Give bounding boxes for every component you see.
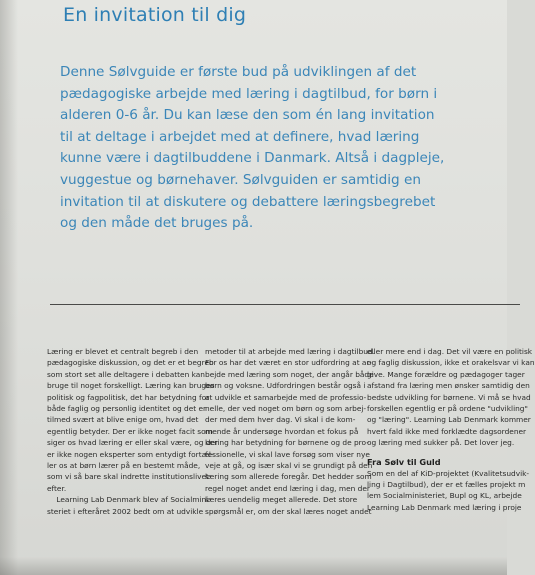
column-line: bejde med læring som noget, der angår både xyxy=(205,369,374,379)
column-line: fessionelle, vi skal lave forsøg som viser nye xyxy=(205,449,370,459)
column-line: eller mere end i dag. Det vil være en politisk xyxy=(367,347,533,356)
intro-paragraph xyxy=(60,62,500,235)
column-line: læres uendelig meget allerede. Det store xyxy=(205,495,358,505)
column-line: efter. xyxy=(47,483,67,493)
column-line: pædagogiske diskussion, og det er et begreb xyxy=(47,358,214,368)
column-line: siger os hvad læring er eller skal være, og der xyxy=(47,438,219,448)
column-line: og læring med sukker på. Det lover jeg. xyxy=(367,438,515,448)
column-line: Som en del af KiD-projektet (Kvalitetsudvik- xyxy=(367,468,530,478)
column-line: som stort set alle deltagere i debatten kan xyxy=(47,369,205,379)
column-line: mende år undersøge hvordan et fokus på xyxy=(205,426,359,436)
intro-line: invitation til at diskutere og debattere læringsbegrebet xyxy=(60,193,436,210)
column-line: tilmed svært at blive enige om, hvad det xyxy=(47,415,199,425)
intro-line: Denne Sølvguide er første bud på udviklingen af det xyxy=(60,64,417,80)
column-line: både faglig og personlig identitet og det er xyxy=(47,404,207,414)
column-line: læring som allerede foregår. Det hedder som xyxy=(205,472,372,482)
intro-line: vuggestue og børnehaver. Sølvguiden er samtidig en xyxy=(60,171,421,188)
section-heading: Fra Sølv til Guld xyxy=(367,456,441,467)
column-line: For os har det været en stor udfordring at ar- xyxy=(205,358,372,368)
column-line: regel noget andet end læring i dag, men der xyxy=(205,483,370,493)
column-line: børn og voksne. Udfordringen består også i xyxy=(205,381,366,391)
page-title: En invitation til dig xyxy=(63,4,247,26)
intro-line: og den måde det bruges på. xyxy=(60,215,254,232)
intro-line: kunne være i dagtilbuddene i Danmark. Altså i dagpleje, xyxy=(60,150,445,167)
column-line: hvert fald ikke med forklædte dagsordener xyxy=(367,426,527,436)
column-line: give. Mange forældre og pædagoger tager xyxy=(367,369,525,379)
column-line: at udvikle et samarbejde med de professio- xyxy=(205,392,367,402)
column-line: spørgsmål er, om der skal læres noget andet xyxy=(205,506,372,516)
column-line: metoder til at arbejde med læring i dagtilbud. xyxy=(205,347,376,356)
column-line: Læring er blevet et centralt begreb i den xyxy=(47,347,199,356)
column-line: bruge til noget forskelligt. Læring kan bruges xyxy=(47,381,215,391)
column-line: forskellen egentlig er på ordene "udvikling" xyxy=(367,404,528,414)
column-line: veje at gå, og især skal vi se grundigt på den xyxy=(205,461,373,471)
column-line: Learning Lab Denmark blev af Socialmini- xyxy=(47,495,211,505)
column-line: egentlig betyder. Der er ikke noget facit som xyxy=(47,426,213,436)
column-line: læring har betydning for børnene og de pro- xyxy=(205,438,369,448)
intro-line: pædagogiske arbejde med læring i dagtilbud, for børn i xyxy=(60,85,438,102)
column-line: der med dem hver dag. Vi skal i de kom- xyxy=(205,415,356,425)
page-edge-shadow xyxy=(0,0,18,575)
column-line: steriet i efteråret 2002 bedt om at udvikle xyxy=(47,506,204,516)
column-line: Learning Lab Denmark med læring i proje xyxy=(367,502,522,512)
column-line: som vi så bare skal indrette institutionslivet xyxy=(47,472,209,482)
column-line: er ikke nogen eksperter som entydigt fortæl- xyxy=(47,449,214,459)
body-column-1 xyxy=(47,346,219,517)
column-line: nelle, der ved noget om børn og som arbej- xyxy=(205,404,367,414)
column-line: ler os at børn lærer på en bestemt måde, xyxy=(47,461,201,471)
column-line: ling i Dagtilbud), der er et fælles projekt m xyxy=(367,480,526,490)
page-bottom-shadow xyxy=(0,557,507,575)
horizontal-divider xyxy=(50,304,520,305)
body-column-2 xyxy=(205,346,376,517)
column-line: lem Socialministeriet, Bupl og KL, arbejde xyxy=(367,491,522,501)
intro-line: alderen 0-6 år. Du kan læse den som én lang invitation xyxy=(60,107,435,124)
body-column-3 xyxy=(367,346,535,513)
column-line: og faglig diskussion, ikke et orakelsvar vi kan xyxy=(367,358,535,368)
intro-line: til at deltage i arbejdet med at definere, hvad læring xyxy=(60,128,420,145)
column-line: bedste udvikling for børnene. Vi må se hvad xyxy=(367,392,531,402)
column-line: afstand fra læring men ønsker samtidig den xyxy=(367,381,530,391)
column-line: politisk og fagpolitisk, det har betydning for xyxy=(47,392,210,402)
column-line: og "læring". Learning Lab Denmark kommer xyxy=(367,415,531,425)
